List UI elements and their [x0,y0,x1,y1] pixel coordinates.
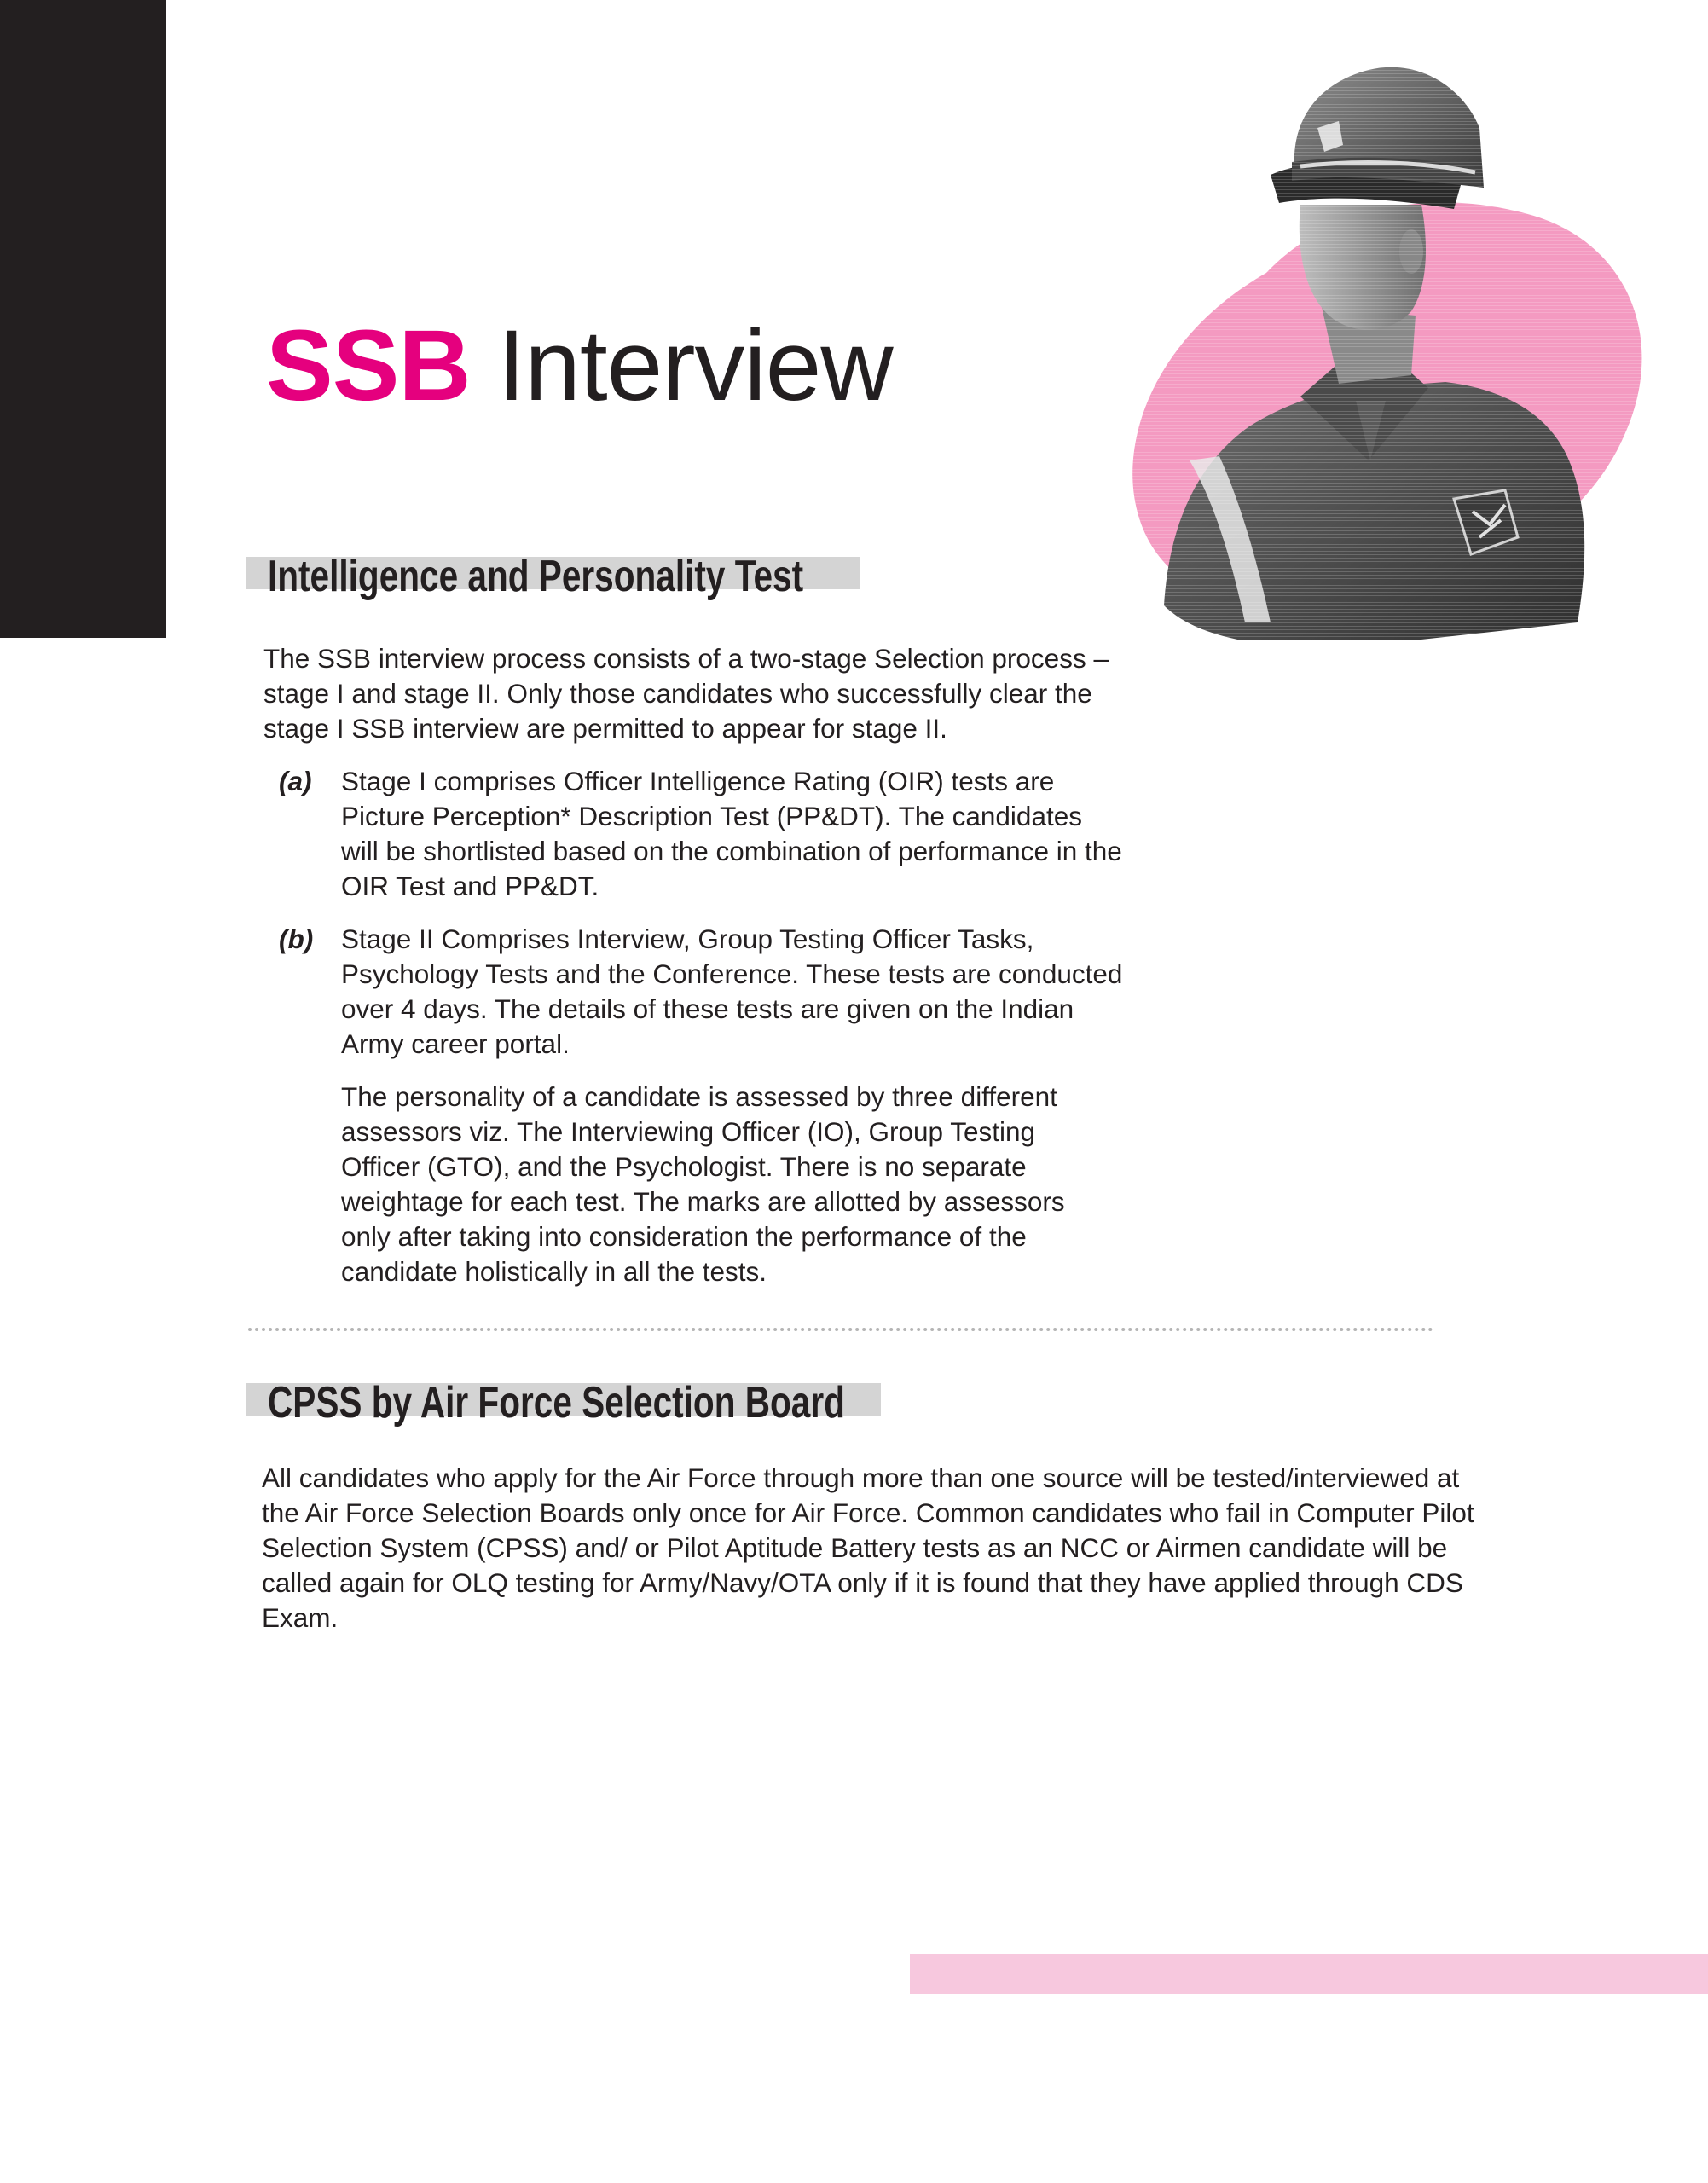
section-heading-text: CPSS by Air Force Selection Board [268,1378,845,1427]
left-decor-bar [0,0,166,638]
section-heading-text: Intelligence and Personality Test [268,552,804,601]
list-marker: (a) [279,766,312,796]
army-officer-portrait [1087,60,1650,640]
page-title [266,310,893,422]
cpss-paragraph: All candidates who apply for the Air Force through more than one source will be tested/interviewed at the Air Force Selection Boards only once for Air Force. Common candidates who fail in Computer Pilot Selection System (CPSS) and/ or Pilot Aptitude Battery tests as an NCC or Airmen candidate will be called again for OLQ testing for Army/Navy/OTA only if it is found that they have applied through CDS Exam. [262,1462,1474,1633]
title-rest: Interview [470,310,893,422]
section-heading-intelligence [246,552,860,601]
list-marker: (b) [279,924,314,954]
list-item-text: Stage I comprises Officer Intelligence Rating (OIR) tests are Picture Perception* Description Test (PP&DT). The candidates will be shortlisted based on the combination of performance in the OIR Test and PP&DT. [341,766,1122,901]
list-item-text: Stage II Comprises Interview, Group Testing Officer Tasks, Psychology Tests and the Conference. These tests are conducted over 4 days. The details of these tests are given on the Indian Army career portal. [341,924,1123,1059]
dotted-divider [248,1328,1433,1331]
personality-paragraph: The personality of a candidate is assessed by three different assessors viz. The Interviewing Officer (IO), Group Testing Officer (GTO), and the Psychologist. There is no separate weightage for each test. The marks are allotted by assessors only after taking into consideration the performance of the candidate holistically in all the tests. [341,1081,1065,1287]
section-heading-cpss [246,1378,881,1427]
pink-footer-strip [910,1954,1708,1994]
intro-paragraph: The SSB interview process consists of a two-stage Selection process – stage I and stage II. Only those candidates who successfully clear the stage I SSB interview are permitted to appear for stage II. [263,643,1109,744]
title-accent: SSB [266,310,471,422]
